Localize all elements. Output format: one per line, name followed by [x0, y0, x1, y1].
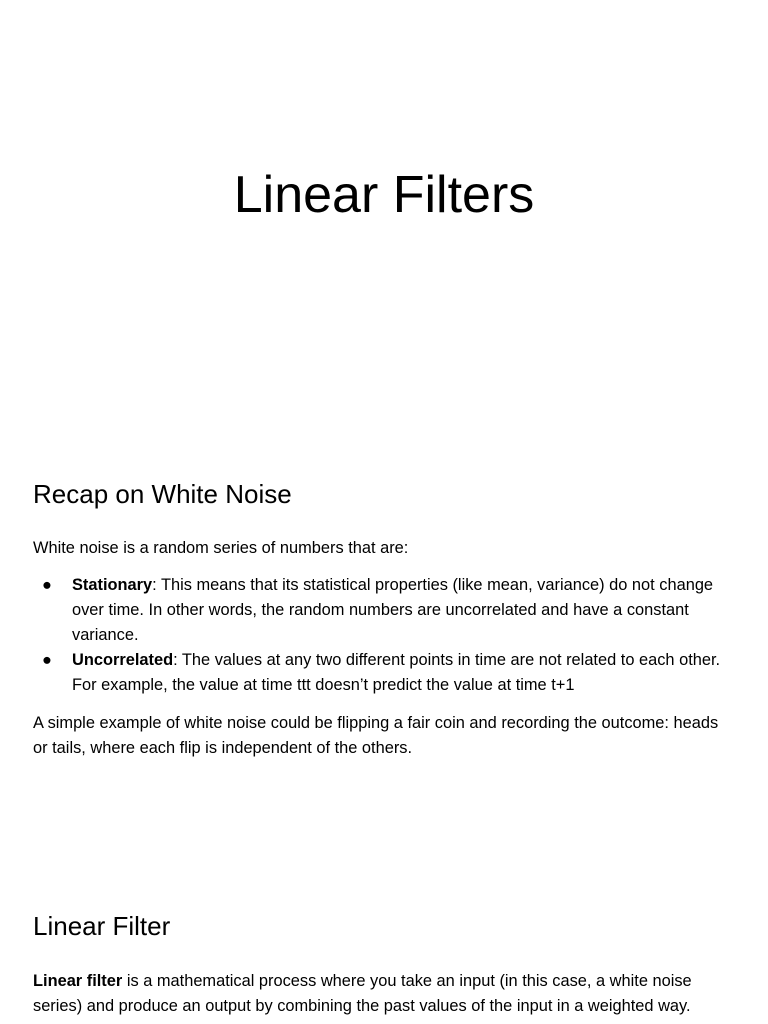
white-noise-properties-list: [33, 573, 738, 698]
bullet-icon: ●: [42, 576, 52, 594]
white-noise-intro: White noise is a random series of numbers that are:: [33, 539, 409, 557]
white-noise-example: A simple example of white noise could be flipping a fair coin and recording the outcome: heads or tails, where each flip is independent of the others.: [33, 714, 719, 757]
page-title: Linear Filters: [233, 166, 535, 224]
linear-filter-definition: [33, 969, 723, 1019]
list-item-uncorrelated: [33, 648, 738, 698]
stationary-description: : This means that its statistical properties (like mean, variance) do not change over time. In other words, the random numbers are uncorrelated and have a constant variance.: [72, 576, 714, 644]
term-linear-filter: Linear filter: [33, 972, 123, 990]
section-heading-linear-filter: Linear Filter: [33, 911, 171, 941]
bullet-icon: ●: [42, 651, 52, 669]
term-uncorrelated: Uncorrelated: [72, 651, 174, 669]
uncorrelated-description: : The values at any two different points in time are not related to each other. For example, the value at time ttt doesn’t predict the value at time t+1: [72, 651, 721, 694]
list-item-stationary: [33, 573, 738, 648]
linear-filter-description: is a mathematical process where you take an input (in this case, a white noise series) and produce an output by combining the past values of the input in a weighted way.: [33, 972, 692, 1015]
term-stationary: Stationary: [72, 576, 153, 594]
section-heading-white-noise: Recap on White Noise: [33, 479, 292, 509]
